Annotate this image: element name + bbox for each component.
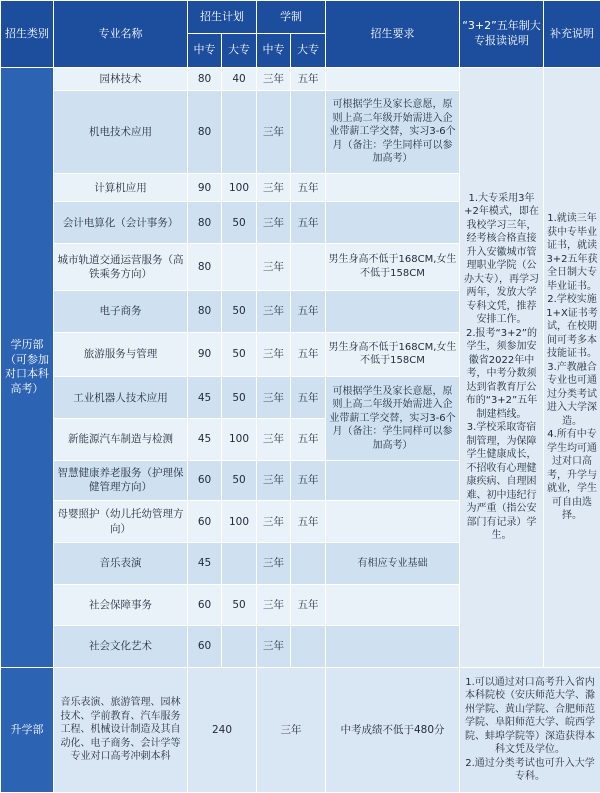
requirement-empty: [326, 626, 460, 668]
plan-dazhuan: 100: [222, 418, 257, 460]
shengxue-note: 1.可以通过对口高考升入省内本科院校（安庆师范大学、滁州学院、黄山学院、合肥师范学院、阜阳师范大学、皖西学院、蚌埠学院等）深造获得本科文凭及学位。 2.通过分类考试也可升入大学专科。: [460, 667, 600, 792]
duration-zhongzhuan: 三年: [257, 174, 291, 202]
requirement-text: 男生身高不低于168CM,女生不低于158CM: [326, 244, 460, 291]
requirement-text: 男生身高不低于168CM,女生不低于158CM: [326, 332, 460, 377]
category-shengxue: 升学部: [1, 667, 54, 792]
plan-zhongzhuan: 90: [188, 332, 222, 377]
duration-dazhuan: 五年: [291, 501, 326, 543]
major-name: 电子商务: [54, 290, 188, 332]
duration-zhongzhuan: 三年: [257, 584, 291, 626]
duration-dazhuan: 五年: [291, 202, 326, 244]
plan-dazhuan: 100: [222, 174, 257, 202]
plan-dazhuan: [222, 626, 257, 668]
header-plan: 招生计划: [188, 1, 257, 34]
plan-dazhuan: 50: [222, 290, 257, 332]
shengxue-plan: 240: [188, 667, 257, 792]
program-note: 1.大专采用3年+2年模式，即在我校学习三年，经考核合格直接升入安徽城市管理职业学院（公办大专），再学习两年，发放大学专科文凭，推荐安排工作。 2.报考“3+2”的学生，须参加安徽省2022年中考，中考分数须达到省教育厅公布的“3+2”五年制建档线。 3.学校采取寄宿制管理，为保障学生健康成长，不招收有心理健康疾病、自理困难、初中违纪行为严重（指公安部门有记录）学生。: [460, 68, 544, 668]
duration-zhongzhuan: 三年: [257, 90, 291, 173]
plan-dazhuan: [222, 90, 257, 173]
duration-zhongzhuan: 三年: [257, 626, 291, 668]
shengxue-requirement: 中考成绩不低于480分: [326, 667, 460, 792]
plan-zhongzhuan: 60: [188, 584, 222, 626]
plan-zhongzhuan: 80: [188, 90, 222, 173]
supplement-note: 1.就读三年获中专毕业证书，就读3+2五年获全日制大专毕业证书。 2.学校实施1+X证书考试，在校期间可考多本技能证书。 3.产教融合专业也可通过分类考试进入大学深造。 4.所有中专学生均可通过对口高考，升学与就业，学生可自由选择。: [544, 68, 600, 668]
major-name: 智慧健康养老服务（护理保健管理方向）: [54, 460, 188, 501]
header-plan-zhongzhuan: 中专: [188, 34, 222, 68]
header-plan-dazhuan: 大专: [222, 34, 257, 68]
requirement-empty: [326, 460, 460, 501]
requirement-empty: [326, 174, 460, 202]
plan-dazhuan: 50: [222, 584, 257, 626]
duration-zhongzhuan: 三年: [257, 501, 291, 543]
duration-dazhuan: [291, 244, 326, 291]
duration-zhongzhuan: 三年: [257, 68, 291, 91]
duration-zhongzhuan: 三年: [257, 332, 291, 377]
duration-dazhuan: 五年: [291, 377, 326, 419]
plan-zhongzhuan: 80: [188, 290, 222, 332]
plan-dazhuan: 50: [222, 202, 257, 244]
plan-zhongzhuan: 45: [188, 418, 222, 460]
duration-dazhuan: [291, 626, 326, 668]
major-name: 计算机应用: [54, 174, 188, 202]
plan-dazhuan: 50: [222, 460, 257, 501]
major-name: 旅游服务与管理: [54, 332, 188, 377]
requirement-empty: [326, 290, 460, 332]
duration-dazhuan: 五年: [291, 332, 326, 377]
duration-zhongzhuan: 三年: [257, 542, 291, 584]
duration-dazhuan: 五年: [291, 460, 326, 501]
header-duration-dazhuan: 大专: [291, 34, 326, 68]
requirement-text: 可根据学生及家长意愿，原则上高二年级开始需进入企业带薪工学交替，实习3-6个月（备注：学生同样可以参加高考）: [326, 377, 460, 460]
duration-dazhuan: 五年: [291, 418, 326, 460]
major-name: 社会保障事务: [54, 584, 188, 626]
plan-dazhuan: [222, 542, 257, 584]
plan-dazhuan: [222, 244, 257, 291]
major-name: 机电技术应用: [54, 90, 188, 173]
plan-zhongzhuan: 45: [188, 377, 222, 419]
duration-dazhuan: 五年: [291, 174, 326, 202]
plan-zhongzhuan: 45: [188, 542, 222, 584]
requirement-empty: [326, 501, 460, 543]
requirement-text: 可根据学生及家长意愿，原则上高二年级开始需进入企业带薪工学交替，实习3-6个月（备注：学生同样可以参加高考）: [326, 90, 460, 173]
plan-zhongzhuan: 80: [188, 68, 222, 91]
duration-dazhuan: [291, 542, 326, 584]
plan-dazhuan: 100: [222, 501, 257, 543]
major-name: 城市轨道交通运营服务（高铁乘务方向）: [54, 244, 188, 291]
shengxue-majors: 音乐表演、旅游管理、园林技术、学前教育、汽车服务工程、机械设计制造及其自动化、电子商务、会计学等专业对口高考冲刺本科: [54, 667, 188, 792]
plan-zhongzhuan: 60: [188, 626, 222, 668]
major-name: 工业机器人技术应用: [54, 377, 188, 419]
header-duration-zhongzhuan: 中专: [257, 34, 291, 68]
duration-zhongzhuan: 三年: [257, 244, 291, 291]
header-supplement: 补充说明: [544, 1, 600, 68]
major-name: 社会文化艺术: [54, 626, 188, 668]
plan-dazhuan: 50: [222, 332, 257, 377]
plan-zhongzhuan: 60: [188, 501, 222, 543]
plan-zhongzhuan: 60: [188, 460, 222, 501]
header-program-note: “3+2”五年制大专报读说明: [460, 1, 544, 68]
plan-zhongzhuan: 90: [188, 174, 222, 202]
header-duration: 学制: [257, 1, 326, 34]
plan-zhongzhuan: 80: [188, 202, 222, 244]
requirement-text: 有相应专业基础: [326, 542, 460, 584]
duration-dazhuan: [291, 90, 326, 173]
category-xueli: 学历部（可参加对口本科高考）: [1, 68, 54, 668]
requirement-empty: [326, 68, 460, 91]
duration-zhongzhuan: 三年: [257, 418, 291, 460]
shengxue-duration: 三年: [257, 667, 326, 792]
major-name: 园林技术: [54, 68, 188, 91]
major-name: 母婴照护（幼儿托幼管理方向）: [54, 501, 188, 543]
duration-zhongzhuan: 三年: [257, 377, 291, 419]
duration-zhongzhuan: 三年: [257, 460, 291, 501]
duration-zhongzhuan: 三年: [257, 290, 291, 332]
major-name: 新能源汽车制造与检测: [54, 418, 188, 460]
plan-dazhuan: 40: [222, 68, 257, 91]
requirement-empty: [326, 584, 460, 626]
requirement-empty: [326, 202, 460, 244]
major-name: 会计电算化（会计事务）: [54, 202, 188, 244]
duration-dazhuan: 五年: [291, 290, 326, 332]
header-requirements: 招生要求: [326, 1, 460, 68]
major-name: 音乐表演: [54, 542, 188, 584]
duration-dazhuan: 五年: [291, 68, 326, 91]
duration-dazhuan: 五年: [291, 584, 326, 626]
plan-dazhuan: 50: [222, 377, 257, 419]
duration-zhongzhuan: 三年: [257, 202, 291, 244]
header-major: 专业名称: [54, 1, 188, 68]
plan-zhongzhuan: 80: [188, 244, 222, 291]
header-category: 招生类别: [1, 1, 54, 68]
